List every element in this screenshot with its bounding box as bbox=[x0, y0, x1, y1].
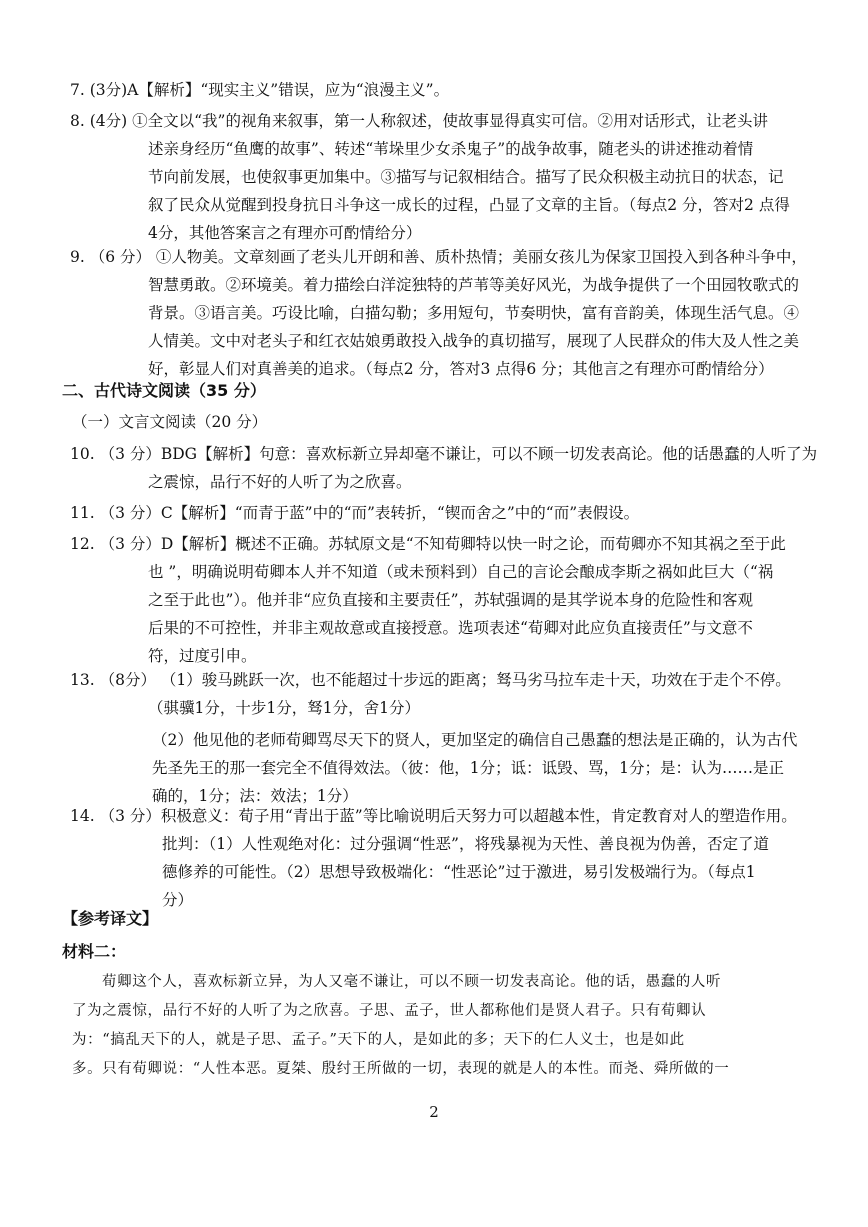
answer-13-line-2: （骐骥1分，十步1分，驽1分，舍1分） bbox=[148, 699, 420, 717]
answer-8 bbox=[70, 107, 810, 247]
answer-8-line-1: 8. (4分) ①全文以“我”的视角来叙事，第一人称叙述，使故事显得真实可信。②用对话形式，让老头讲 bbox=[70, 112, 768, 130]
answer-12-line-5: 符，过度引申。 bbox=[148, 647, 257, 665]
section-heading-ancient-poetry: 二、古代诗文阅读（35 分） bbox=[62, 381, 266, 400]
answer-7-line-1: 7. (3分)A【解析】“现实主义”错误，应为“浪漫主义”。 bbox=[70, 81, 450, 99]
answer-9-line-1: 9. （6 分） ①人物美。文章刻画了老头儿开朗和善、质朴热情；美丽女孩儿为保家卫国投入到各种斗争中， bbox=[70, 248, 807, 266]
translation-line-1: 荀卿这个人，喜欢标新立异，为人又毫不谦让，可以不顾一切发表高论。他的话，愚蠢的人听 bbox=[102, 974, 722, 990]
answer-9 bbox=[70, 243, 810, 383]
translation-line-2: 了为之震惊，品行不好的人听了为之欣喜。子思、孟子，世人都称他们是贤人君子。只有荀卿认 bbox=[72, 1003, 707, 1019]
answer-8-line-4: 叙了民众从觉醒到投身抗日斗争这一成长的过程，凸显了文章的主旨。（每点2 分，答对2 点得 bbox=[148, 196, 790, 214]
answer-12-line-2: 也 ”，明确说明荀卿本人并不知道（或未预料到）自己的言论会酿成李斯之祸如此巨大（“祸 bbox=[148, 563, 774, 581]
answer-14 bbox=[70, 802, 810, 914]
answer-9-line-4: 人情美。文中对老头子和红衣姑娘勇敢投入战争的真切描写，展现了人民群众的伟大及人性之美 bbox=[148, 332, 800, 350]
translation-line-4: 多。只有荀卿说：“人性本恶。夏桀、殷纣王所做的一切，表现的就是人的本性。而尧、舜所做的一 bbox=[72, 1061, 730, 1077]
page-number: 2 bbox=[429, 1103, 439, 1121]
answer-9-line-2: 智慧勇敢。②环境美。着力描绘白洋淀独特的芦苇等美好风光，为战争提供了一个田园牧歌式的 bbox=[148, 276, 800, 294]
answer-13-line-5: 确的，1分；法：效法；1分） bbox=[152, 787, 358, 805]
answer-11 bbox=[70, 499, 810, 527]
reference-translation-title: 【参考译文】 bbox=[62, 909, 159, 928]
answer-7 bbox=[70, 76, 810, 104]
answer-12-line-4: 后果的不可控性，并非主观故意或直接授意。选项表述“荀卿对此应负直接责任”与文意不 bbox=[148, 619, 753, 637]
answer-9-line-5: 好，彰显人们对真善美的追求。（每点2 分，答对3 点得6 分；其他言之有理亦可酌情给分） bbox=[148, 360, 774, 378]
answer-14-line-2: 批判：（1）人性观绝对化：过分强调“性恶”，将残暴视为天性、善良视为伪善，否定了道 bbox=[162, 835, 769, 853]
answer-8-line-5: 4分，其他答案言之有理亦可酌情给分） bbox=[148, 224, 422, 242]
subsection-heading-classical-reading: （一）文言文阅读（20 分） bbox=[72, 413, 268, 431]
answer-14-line-4: 分） bbox=[162, 891, 194, 909]
translation-paragraph bbox=[72, 968, 802, 1084]
translation-line-3: 为：“搞乱天下的人，就是子思、孟子。”天下的人，是如此的多；天下的仁人义士，也是如此 bbox=[72, 1032, 685, 1048]
answer-8-line-3: 节向前发展，也使叙事更加集中。③描写与记叙相结合。描写了民众积极主动抗日的状态，记 bbox=[148, 168, 784, 186]
answer-10-line-2: 之震惊，品行不好的人听了为之欣喜。 bbox=[148, 473, 412, 491]
answer-13-line-3: （2）他见他的老师荀卿骂尽天下的贤人，更加坚定的确信自己愚蠢的想法是正确的，认为古代 bbox=[152, 731, 798, 749]
answer-10-line-1: 10. （3 分）BDG【解析】句意：喜欢标新立异却毫不谦让，可以不顾一切发表高论。他的话愚蠢的人听了为 bbox=[70, 445, 818, 463]
answer-14-line-1: 14. （3 分）积极意义：荀子用“青出于蓝”等比喻说明后天努力可以超越本性，肯定教育对人的塑造作用。 bbox=[70, 807, 797, 825]
material-two-label: 材料二： bbox=[62, 942, 127, 961]
answer-13 bbox=[70, 666, 810, 810]
answer-13-line-1: 13. （8分） （1）骏马跳跃一次，也不能超过十步远的距离；驽马劣马拉车走十天，功效在于走个不停。 bbox=[70, 671, 791, 689]
answer-11-line-1: 11. （3 分）C【解析】“而青于蓝”中的“而”表转折，“锲而舍之”中的“而”表假设。 bbox=[70, 504, 640, 522]
answer-12-line-1: 12. （3 分）D【解析】概述不正确。苏轼原文是“不知荀卿特以快一时之论，而荀卿亦不知其祸之至于此 bbox=[70, 535, 786, 553]
answer-8-line-2: 述亲身经历“鱼鹰的故事”、转述“苇垛里少女杀鬼子”的战争故事，随老头的讲述推动着情 bbox=[148, 140, 754, 158]
answer-12 bbox=[70, 530, 810, 670]
answer-12-line-3: 之至于此也”）。他并非“应负直接和主要责任”，苏轼强调的是其学说本身的危险性和客观 bbox=[148, 591, 754, 609]
answer-13-line-4: 先圣先王的那一套完全不值得效法。（彼：他，1分；诋：诋毁、骂，1分；是：认为……是正 bbox=[152, 759, 784, 777]
answer-10 bbox=[70, 440, 818, 496]
answer-9-line-3: 背景。③语言美。巧设比喻，白描勾勒；多用短句，节奏明快，富有音韵美，体现生活气息。④ bbox=[148, 304, 800, 322]
answer-14-line-3: 德修养的可能性。（2）思想导致极端化：“性恶论”过于激进，易引发极端行为。（每点1 bbox=[162, 863, 756, 881]
